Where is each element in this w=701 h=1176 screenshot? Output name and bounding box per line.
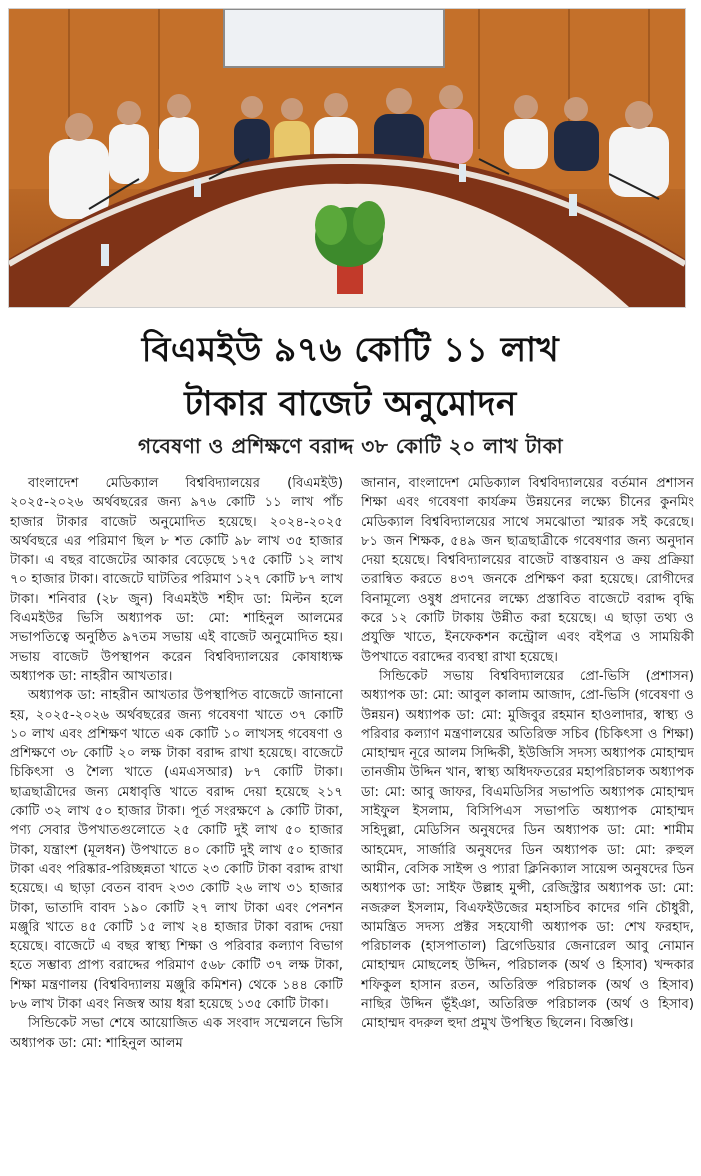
projection-screen: [224, 9, 444, 67]
meeting-photo: [8, 8, 686, 308]
article-paragraph: সিন্ডিকেট সভায় বিশ্ববিদ্যালয়ের প্রো-ভিসি (প্রশাসন) অধ্যাপক ডা: মো: আবুল কালাম আজাদ, প্রো-ভিসি (গবেষণা ও উন্নয়ন) অধ্যাপক ডা: মো: মুজিবুর রহমান হাওলাদার, স্বাস্থ্য ও পরিবার কল্যাণ মন্ত্রণালয়ের অতিরিক্ত সচিব (চিকিৎসা ও শিক্ষা) মোহাম্মদ নূরে আলম সিদ্দিকী, ইউজিসি সদস্য অধ্যাপক মোহাম্মদ তানজীম উদ্দিন খান, স্বাস্থ্য অধিদফতরের মহাপরিচালক অধ্যাপক ডা: মো: আবু জাফর, বিএমডিসির সভাপতি অধ্যাপক মোহাম্মদ সাইফুল ইসলাম, বিসিপিএস সভাপতি অধ্যাপক মোহাম্মদ সহিদুল্লা, মেডিসিন অনুষদের ডিন অধ্যাপক ডা: মো: শামীম আহমেদ, সার্জারি অনুষদের ডিন অধ্যাপক ডা: মো: রুহুল আমীন, বেসিক সাইন্স ও প্যারা ক্লিনিক্যাল সায়েন্স অনুষদের ডিন অধ্যাপক ডা: সাইফ উল্লাহ মুন্সী, রেজিস্ট্রার অধ্যাপক ডা: মো: নজরুল ইসলাম, বিএফইউজের মহাসচিব কাদের গনি চৌধুরী, আমন্ত্রিত সদস্য প্রক্টর সহযোগী অধ্যাপক ডা: শেখ ফরহাদ, পরিচালক (হাসপাতাল) ব্রিগেডিয়ার জেনারেল আবু নোমান মোহাম্মদ মোছলেহ উদ্দিন, পরিচালক (অর্থ ও হিসাব) খন্দকার শফিকুল হাসান রতন, অতিরিক্ত পরিচালক (অর্থ ও হিসাব) নাছির উদ্দিন ভূঁইঞা, অতিরিক্ত পরিচালক (অর্থ ও হিসাব) মোহাম্মদ বদরুল হুদা প্রমুখ উপস্থিত ছিলেন। বিজ্ঞপ্তি।: [361, 668, 694, 1032]
article-paragraph: সিন্ডিকেট সভা শেষে আয়োজিত এক সংবাদ সম্মেলনে ভিসি অধ্যাপক ডা: মো: শাহিনুল আলম: [10, 1016, 343, 1051]
article-column-right: [361, 474, 694, 1172]
subheading: গবেষণা ও প্রশিক্ষণে বরাদ্দ ৩৮ কোটি ২০ লাখ টাকা: [137, 434, 563, 458]
meeting-photo-illustration: [9, 9, 685, 307]
headline-line-2: টাকার বাজেট অনুমোদন: [184, 384, 517, 424]
article-paragraph: জানান, বাংলাদেশ মেডিক্যাল বিশ্ববিদ্যালয়ের বর্তমান প্রশাসন শিক্ষা এবং গবেষণা কার্যক্রম উন্নয়নের লক্ষ্যে চীনের কুনমিং মেডিক্যাল বিশ্ববিদ্যালয়ের সাথে সমঝোতা স্মারক সই করেছে। ৮১ জন শিক্ষক, ৫৪৯ জন ছাত্রছাত্রীকে গবেষণার জন্য অনুদান দেয়া হয়েছে। বিশ্ববিদ্যালয়ের বাজেট বাস্তবায়ন ও ক্রয় প্রক্রিয়া তরান্বিত করতে ৪৩৭ জনকে প্রশিক্ষণ করা হয়েছে। রোগীদের বিনামূল্যে ওষুধ প্রদানের লক্ষ্যে প্রস্তাবিত বাজেটে বরাদ্দ বৃদ্ধি করে ১২ কোটি টাকায় উন্নীত করা হয়েছে। এ ছাড়া তথ্য ও প্রযুক্তি খাতে, ইনফেকশন কন্ট্রোল এবং বইপত্র ও সাময়িকী উপখাতে বরাদ্দের ব্যবস্থা রাখা হয়েছে।: [361, 476, 694, 665]
article-paragraph: বাংলাদেশ মেডিক্যাল বিশ্ববিদ্যালয়ের (বিএমইউ) ২০২৫-২০২৬ অর্থবছরের জন্য ৯৭৬ কোটি ১১ লাখ পাঁচ হাজার টাকার বাজেট অনুমোদিত হয়েছে। ২০২৪-২০২৫ অর্থবছরে এর পরিমাণ ছিল ৮ শত কোটি ৯৮ লাখ ৩৫ হাজার টাকা। এ বছর বাজেটের আকার বেড়েছে ১৭৫ কোটি ১২ লাখ ৭০ হাজার টাকা। বাজেটে ঘাটতির পরিমাণ ১২৭ কোটি ৮৭ লাখ টাকা। শনিবার (২৮ জুন) বিএমইউ শহীদ ডা: মিল্টন হলে বিএমইউর ভিসি অধ্যাপক ডা: মো: শাহিনুল আলমের সভাপতিত্বে অনুষ্ঠিত ৯৭তম সভায় এই বাজেট অনুমোদিত হয়। সভায় বাজেট উপস্থাপন করেন বিশ্ববিদ্যালয়ের কোষাধ্যক্ষ অধ্যাপক ডা: নাহরীন আখতার।: [10, 476, 343, 684]
headline-line-1: বিএমইউ ৯৭৬ কোটি ১১ লাখ: [141, 330, 560, 370]
article-body: [10, 474, 694, 1172]
article-column-left: [10, 474, 343, 1172]
article-paragraph: অধ্যাপক ডা: নাহরীন আখতার উপস্থাপিত বাজেটে জানানো হয়, ২০২৫-২০২৬ অর্থবছরের জন্য গবেষণা খাতে ৩৭ কোটি ১০ লাখ এবং প্রশিক্ষণ খাতে এক কোটি ১০ লাখসহ গবেষণা ও প্রশিক্ষণে ৩৮ কোটি ২০ লক্ষ টাকা বরাদ্দ রাখা হয়েছে। বাজেটে চিকিৎসা ও শৈল্য খাতে (এমএসআর) ৮৭ কোটি টাকা। ছাত্রছাত্রীদের জন্য মেধাবৃত্তি খাতে বরাদ্দ দেয়া হয়েছে ২১৭ কোটি ৩২ লাখ ৫০ হাজার টাকা। পূর্ত সংরক্ষণে ৯ কোটি টাকা, পণ্য সেবার উপখাতগুলোতে ২৫ কোটি দুই লাখ ৫০ হাজার টাকা, যন্ত্রাংশ (মূলধন) উপখাতে ৪০ কোটি দুই লাখ ৫০ হাজার টাকা এবং পরিষ্কার-পরিচ্ছন্নতা খাতে ২৩ কোটি টাকা বরাদ্দ রাখা হয়েছে। এ ছাড়া বেতন বাবদ ২৩৩ কোটি ২৬ লাখ ৩১ হাজার টাকা, ভাতাদি বাবদ ১৯০ কোটি ২৭ লাখ টাকা এবং পেনশন মঞ্জুরি খাতে ৪৫ কোটি ১৫ লাখ ২৪ হাজার টাকা বরাদ্দ দেয়া হয়েছে। বাজেটে এ বছর স্বাস্থ্য শিক্ষা ও পরিবার কল্যাণ বিভাগ হতে সম্ভাব্য প্রাপ্য বরাদ্দের পরিমাণ ৫৬৮ কোটি ৩৭ লক্ষ টাকা, শিক্ষা মন্ত্রণালয় (বিশ্ববিদ্যালয় মঞ্জুরি কমিশন) থেকে ১৪৪ কোটি ৮৬ লাখ টাকা এবং নিজস্ব আয় ধরা হয়েছে ১৩৫ কোটি টাকা।: [10, 688, 343, 1013]
